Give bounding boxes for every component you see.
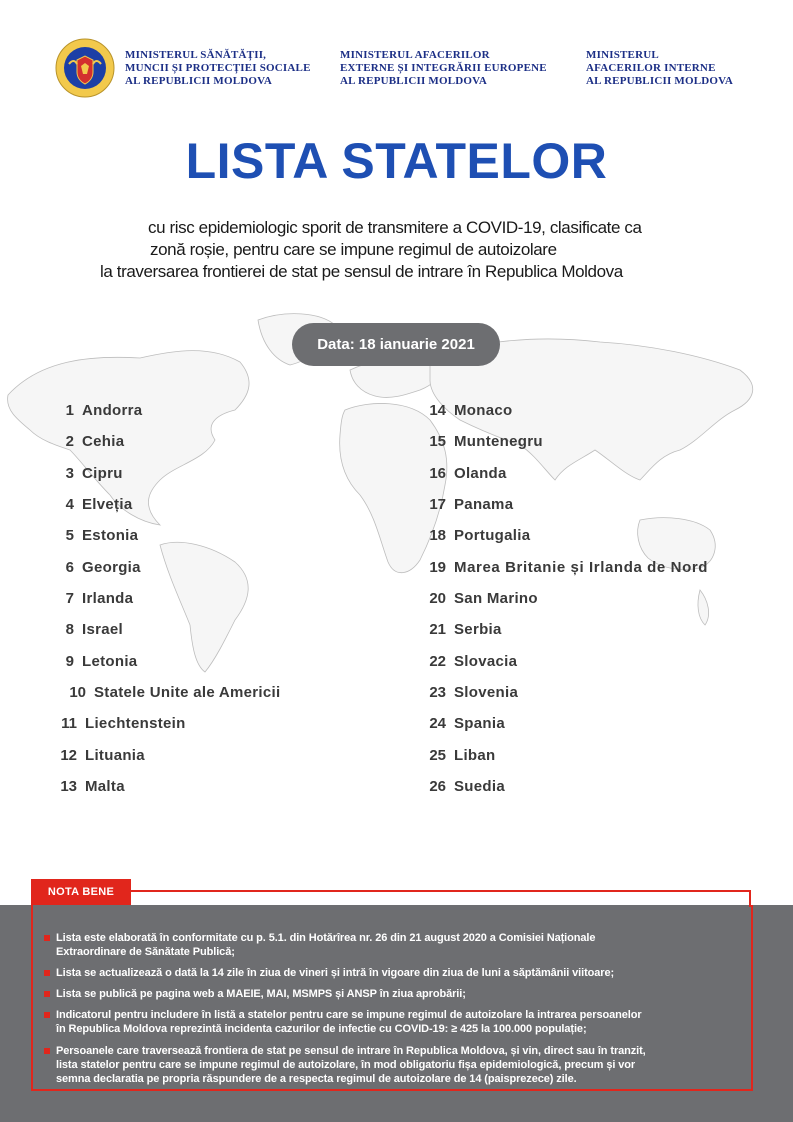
date-badge: Data: 18 ianuarie 2021 bbox=[292, 323, 500, 366]
item-number: 19 bbox=[429, 559, 446, 576]
bullet-icon bbox=[44, 970, 50, 976]
ministry-health-line: MUNCII ȘI PROTECȚIEI SOCIALE bbox=[125, 62, 311, 74]
ministry-foreign-line: MINISTERUL AFACERILOR bbox=[340, 49, 490, 61]
subtitle-line: la traversarea frontierei de stat pe sensul de intrare în Republica Moldova bbox=[100, 262, 623, 281]
ministry-foreign-line: EXTERNE ȘI INTEGRĂRII EUROPENE bbox=[340, 62, 547, 74]
note-line: semna declaratia pe propria răspundere de a respecta regimul de autoizolare de 14 (paisprezece) zile. bbox=[56, 1073, 577, 1085]
item-number: 25 bbox=[429, 747, 446, 764]
country-name: Portugalia bbox=[454, 527, 531, 544]
item-number: 4 bbox=[65, 496, 74, 513]
bullet-icon bbox=[44, 935, 50, 941]
country-name: Malta bbox=[85, 778, 125, 795]
item-number: 15 bbox=[429, 433, 446, 450]
country-name: San Marino bbox=[454, 590, 538, 607]
item-number: 14 bbox=[429, 402, 446, 419]
note-item bbox=[56, 966, 614, 980]
note-line: în Republica Moldova reprezintă incidenta cazurilor de infectie cu COVID-19: ≥ 425 la 100.000 populație; bbox=[56, 1023, 587, 1035]
ministry-health-line: MINISTERUL SĂNĂTĂȚII, bbox=[125, 49, 267, 61]
bullet-icon bbox=[44, 1012, 50, 1018]
note-line: Lista este elaborată în conformitate cu p. 5.1. din Hotărîrea nr. 26 din 21 august 2020 a Comisiei Naționale bbox=[56, 932, 596, 944]
item-number: 17 bbox=[429, 496, 446, 513]
country-name: Slovacia bbox=[454, 653, 518, 670]
country-name: Cehia bbox=[82, 433, 125, 450]
ministry-foreign-line: AL REPUBLICII MOLDOVA bbox=[340, 75, 488, 87]
item-number: 26 bbox=[429, 778, 446, 795]
item-number: 21 bbox=[429, 621, 446, 638]
item-number: 22 bbox=[429, 653, 446, 670]
note-line: Lista se publică pe pagina web a MAEIE, MAI, MSMPS și ANSP în ziua aprobării; bbox=[56, 988, 466, 1000]
ministry-internal-affairs-name bbox=[586, 49, 733, 88]
country-name: Serbia bbox=[454, 621, 502, 638]
note-line: Extraordinare de Sănătate Publică; bbox=[56, 946, 235, 958]
item-number: 9 bbox=[65, 653, 74, 670]
item-number: 5 bbox=[65, 527, 74, 544]
ministry-health-line: AL REPUBLICII MOLDOVA bbox=[125, 75, 273, 87]
country-name: Estonia bbox=[82, 527, 139, 544]
item-number: 16 bbox=[429, 465, 446, 482]
country-name: Suedia bbox=[454, 778, 505, 795]
item-number: 12 bbox=[60, 747, 77, 764]
item-number: 6 bbox=[65, 559, 74, 576]
item-number: 7 bbox=[65, 590, 74, 607]
item-number: 20 bbox=[429, 590, 446, 607]
item-number: 24 bbox=[429, 715, 446, 732]
country-name: Israel bbox=[82, 621, 123, 638]
item-number: 1 bbox=[65, 402, 74, 419]
country-list bbox=[0, 395, 793, 815]
country-name: Elveția bbox=[82, 496, 133, 513]
nota-bene-rule bbox=[131, 890, 751, 892]
country-name: Liechtenstein bbox=[85, 715, 186, 732]
note-item bbox=[56, 1008, 642, 1036]
item-number: 23 bbox=[429, 684, 446, 701]
nota-bene-frame-edge bbox=[749, 890, 751, 907]
bullet-icon bbox=[44, 991, 50, 997]
note-line: Persoanele care traversează frontiera de stat pe sensul de intrare în Republica Moldova, și vin, direct sau în tranzit, bbox=[56, 1045, 646, 1057]
subtitle-line: cu risc epidemiologic sporit de transmitere a COVID-19, clasificate ca bbox=[148, 218, 642, 237]
note-item bbox=[56, 931, 595, 959]
note-line: lista statelor pentru care se impune regimul de autoizolare, în mod obligatoriu fișa epidemiologică, precum și vor bbox=[56, 1059, 636, 1071]
country-name: Cipru bbox=[82, 465, 123, 482]
country-name: Olanda bbox=[454, 465, 507, 482]
page-title: LISTA STATELOR bbox=[185, 133, 608, 189]
ministry-internal-line: AFACERILOR INTERNE bbox=[586, 62, 716, 74]
country-name: Muntenegru bbox=[454, 433, 543, 450]
ministry-health-name bbox=[125, 49, 311, 88]
item-number: 10 bbox=[69, 684, 86, 701]
bullet-icon bbox=[44, 1048, 50, 1054]
item-number: 18 bbox=[429, 527, 446, 544]
subtitle-line: zonă roșie, pentru care se impune regimul de autoizolare bbox=[150, 240, 557, 259]
ministry-foreign-affairs-name bbox=[340, 49, 547, 88]
country-name: Georgia bbox=[82, 559, 141, 576]
ministry-internal-line: MINISTERUL bbox=[586, 49, 659, 61]
item-number: 2 bbox=[65, 433, 74, 450]
country-name: Slovenia bbox=[454, 684, 519, 701]
item-number: 8 bbox=[65, 621, 74, 638]
ministry-internal-line: AL REPUBLICII MOLDOVA bbox=[586, 75, 734, 87]
government-of-moldova-seal-icon bbox=[55, 38, 115, 98]
item-number: 11 bbox=[61, 715, 77, 732]
country-name: Monaco bbox=[454, 402, 513, 419]
nota-bene-label: NOTA BENE bbox=[31, 879, 131, 905]
country-name: Letonia bbox=[82, 653, 138, 670]
item-number: 13 bbox=[60, 778, 77, 795]
header bbox=[0, 0, 793, 120]
note-item bbox=[56, 1044, 646, 1086]
country-name: Liban bbox=[454, 747, 496, 764]
note-item bbox=[56, 987, 466, 1001]
note-line: Lista se actualizează o dată la 14 zile în ziua de vineri și intră în vigoare din ziua de luni a săptămânii viitoare; bbox=[56, 967, 615, 979]
country-name: Lituania bbox=[85, 747, 145, 764]
country-name: Statele Unite ale Americii bbox=[94, 684, 281, 701]
country-name: Andorra bbox=[82, 402, 143, 419]
note-line: Indicatorul pentru includere în listă a statelor pentru care se impune regimul de autoizolare la intrarea persoanelor bbox=[56, 1009, 642, 1021]
country-name: Irlanda bbox=[82, 590, 134, 607]
item-number: 3 bbox=[65, 465, 74, 482]
country-name: Spania bbox=[454, 715, 505, 732]
country-name: Panama bbox=[454, 496, 514, 513]
country-name: Marea Britanie și Irlanda de Nord bbox=[454, 559, 709, 576]
